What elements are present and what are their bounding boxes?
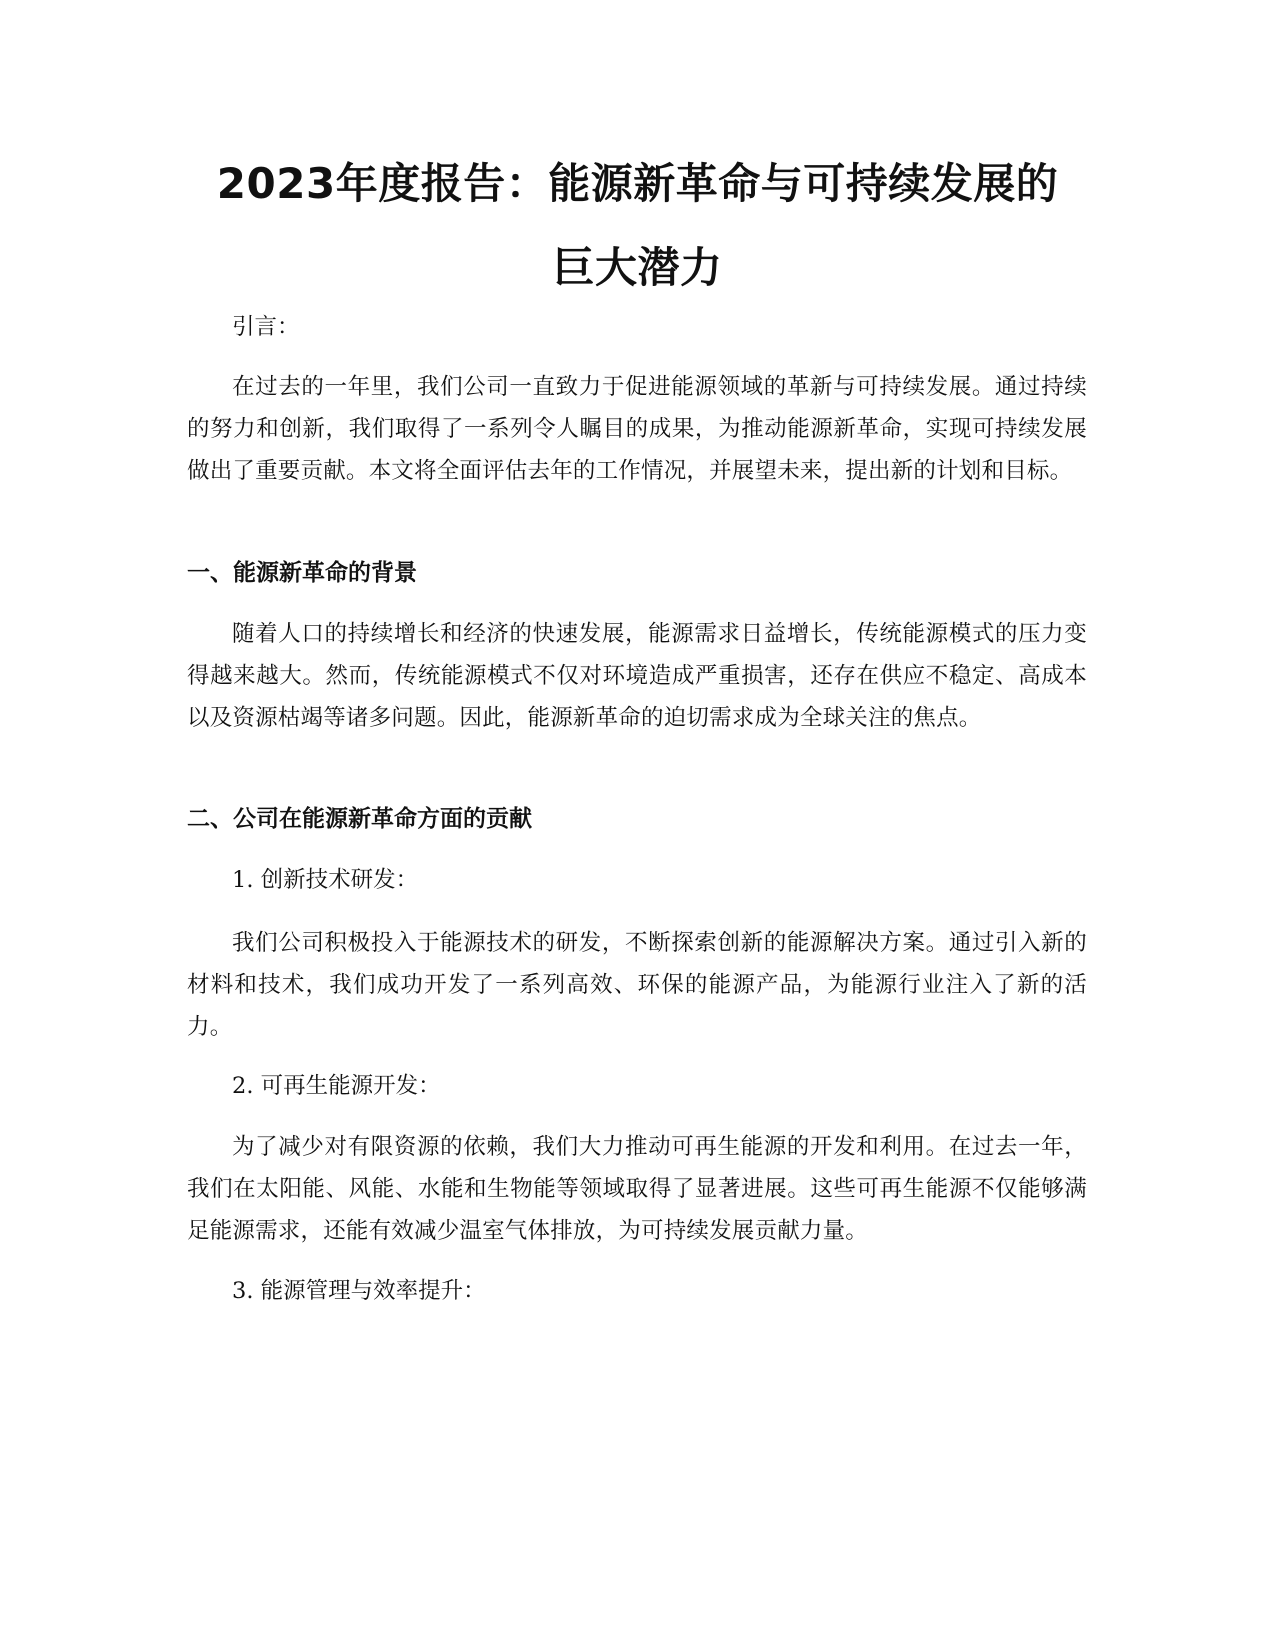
item-2-label: 2. 可再生能源开发： bbox=[232, 1073, 441, 1099]
item-3-label: 3. 能源管理与效率提升： bbox=[232, 1278, 486, 1304]
item-1-label: 1. 创新技术研发： bbox=[232, 867, 419, 893]
document-title bbox=[185, 142, 1090, 310]
section-1-paragraph: 随着人口的持续增长和经济的快速发展，能源需求日益增长，传统能源模式的压力变得越来越大。然而，传统能源模式不仅对环境造成严重损害，还存在供应不稳定、高成本以及资源枯竭等诸多问题。因此，能源新革命的迫切需求成为全球关注的焦点。 bbox=[187, 621, 1087, 731]
title-line-2: 巨大潜力 bbox=[552, 243, 723, 292]
intro-paragraph: 在过去的一年里，我们公司一直致力于促进能源领域的革新与可持续发展。通过持续的努力和创新，我们取得了一系列令人瞩目的成果，为推动能源新革命，实现可持续发展做出了重要贡献。本文将全面评估去年的工作情况，并展望未来，提出新的计划和目标。 bbox=[187, 374, 1087, 484]
section-2-heading: 二、公司在能源新革命方面的贡献 bbox=[187, 806, 532, 832]
intro-label: 引言： bbox=[232, 314, 300, 340]
section-1-heading: 一、能源新革命的背景 bbox=[187, 560, 417, 586]
item-1-paragraph: 我们公司积极投入于能源技术的研发，不断探索创新的能源解决方案。通过引入新的材料和技术，我们成功开发了一系列高效、环保的能源产品，为能源行业注入了新的活力。 bbox=[187, 930, 1087, 1040]
item-2-paragraph: 为了减少对有限资源的依赖，我们大力推动可再生能源的开发和利用。在过去一年，我们在太阳能、风能、水能和生物能等领域取得了显著进展。这些可再生能源不仅能够满足能源需求，还能有效减少温室气体排放，为可持续发展贡献力量。 bbox=[187, 1134, 1087, 1244]
title-line-1: 2023年度报告：能源新革命与可持续发展的 bbox=[216, 159, 1059, 208]
